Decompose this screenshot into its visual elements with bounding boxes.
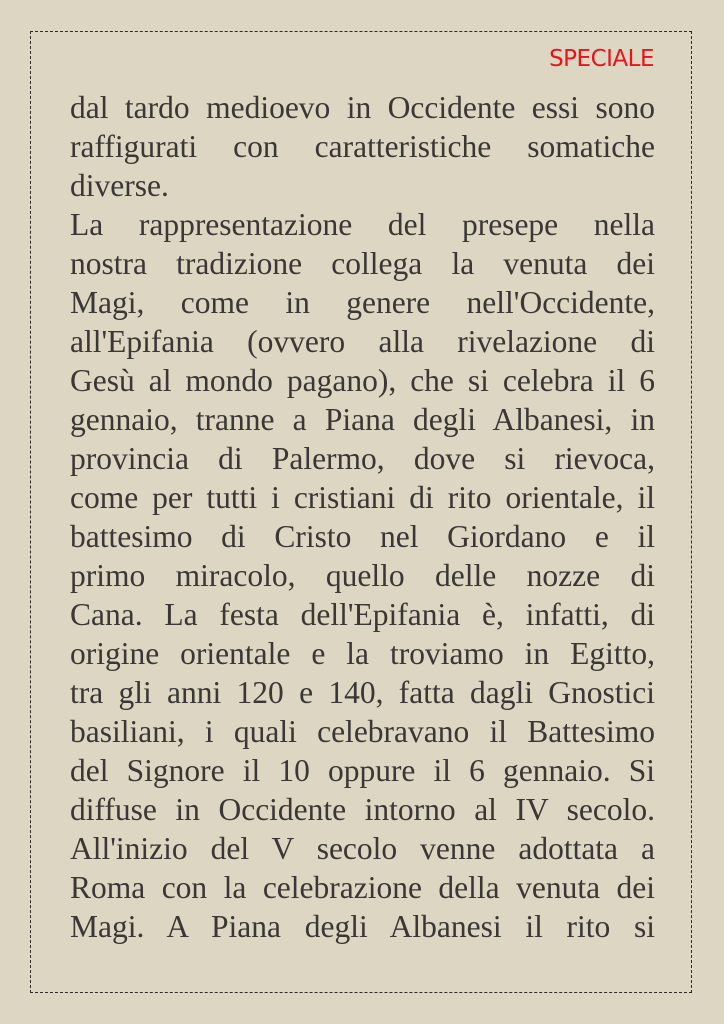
text-line: diverse. xyxy=(70,168,169,203)
text-line: raffigurati con caratteristiche somatiche xyxy=(70,129,655,164)
text-line: tra gli anni 120 e 140, fatta dagli Gnostici xyxy=(70,675,655,710)
text-line: dal tardo medioevo in Occidente essi sono xyxy=(70,90,655,125)
text-line: Gesù al mondo pagano), che si celebra il 6 xyxy=(70,363,655,398)
text-line: nostra tradizione collega la venuta dei xyxy=(70,246,655,281)
text-line: All'inizio del V secolo venne adottata a xyxy=(70,831,655,866)
text-line: gennaio, tranne a Piana degli Albanesi, in xyxy=(70,402,655,437)
text-line: all'Epifania (ovvero alla rivelazione di xyxy=(70,324,655,359)
text-line: basiliani, i quali celebravano il Battesimo xyxy=(70,714,655,749)
text-line: Roma con la celebrazione della venuta dei xyxy=(70,870,655,905)
section-label: SPECIALE xyxy=(549,46,654,72)
text-line: del Signore il 10 oppure il 6 gennaio. Si xyxy=(70,753,655,788)
article-body xyxy=(70,88,655,946)
text-line: primo miracolo, quello delle nozze di xyxy=(70,558,655,593)
text-line: La rappresentazione del presepe nella xyxy=(70,207,655,242)
text-line: diffuse in Occidente intorno al IV secolo. xyxy=(70,792,655,827)
text-line: Magi, come in genere nell'Occidente, xyxy=(70,285,655,320)
text-line: Magi. A Piana degli Albanesi il rito si xyxy=(70,909,655,944)
text-line: provincia di Palermo, dove si rievoca, xyxy=(70,441,655,476)
text-line: battesimo di Cristo nel Giordano e il xyxy=(70,519,655,554)
text-line: origine orientale e la troviamo in Egitto, xyxy=(70,636,655,671)
text-line: Cana. La festa dell'Epifania è, infatti, di xyxy=(70,597,655,632)
text-line: come per tutti i cristiani di rito orientale, il xyxy=(70,480,655,515)
